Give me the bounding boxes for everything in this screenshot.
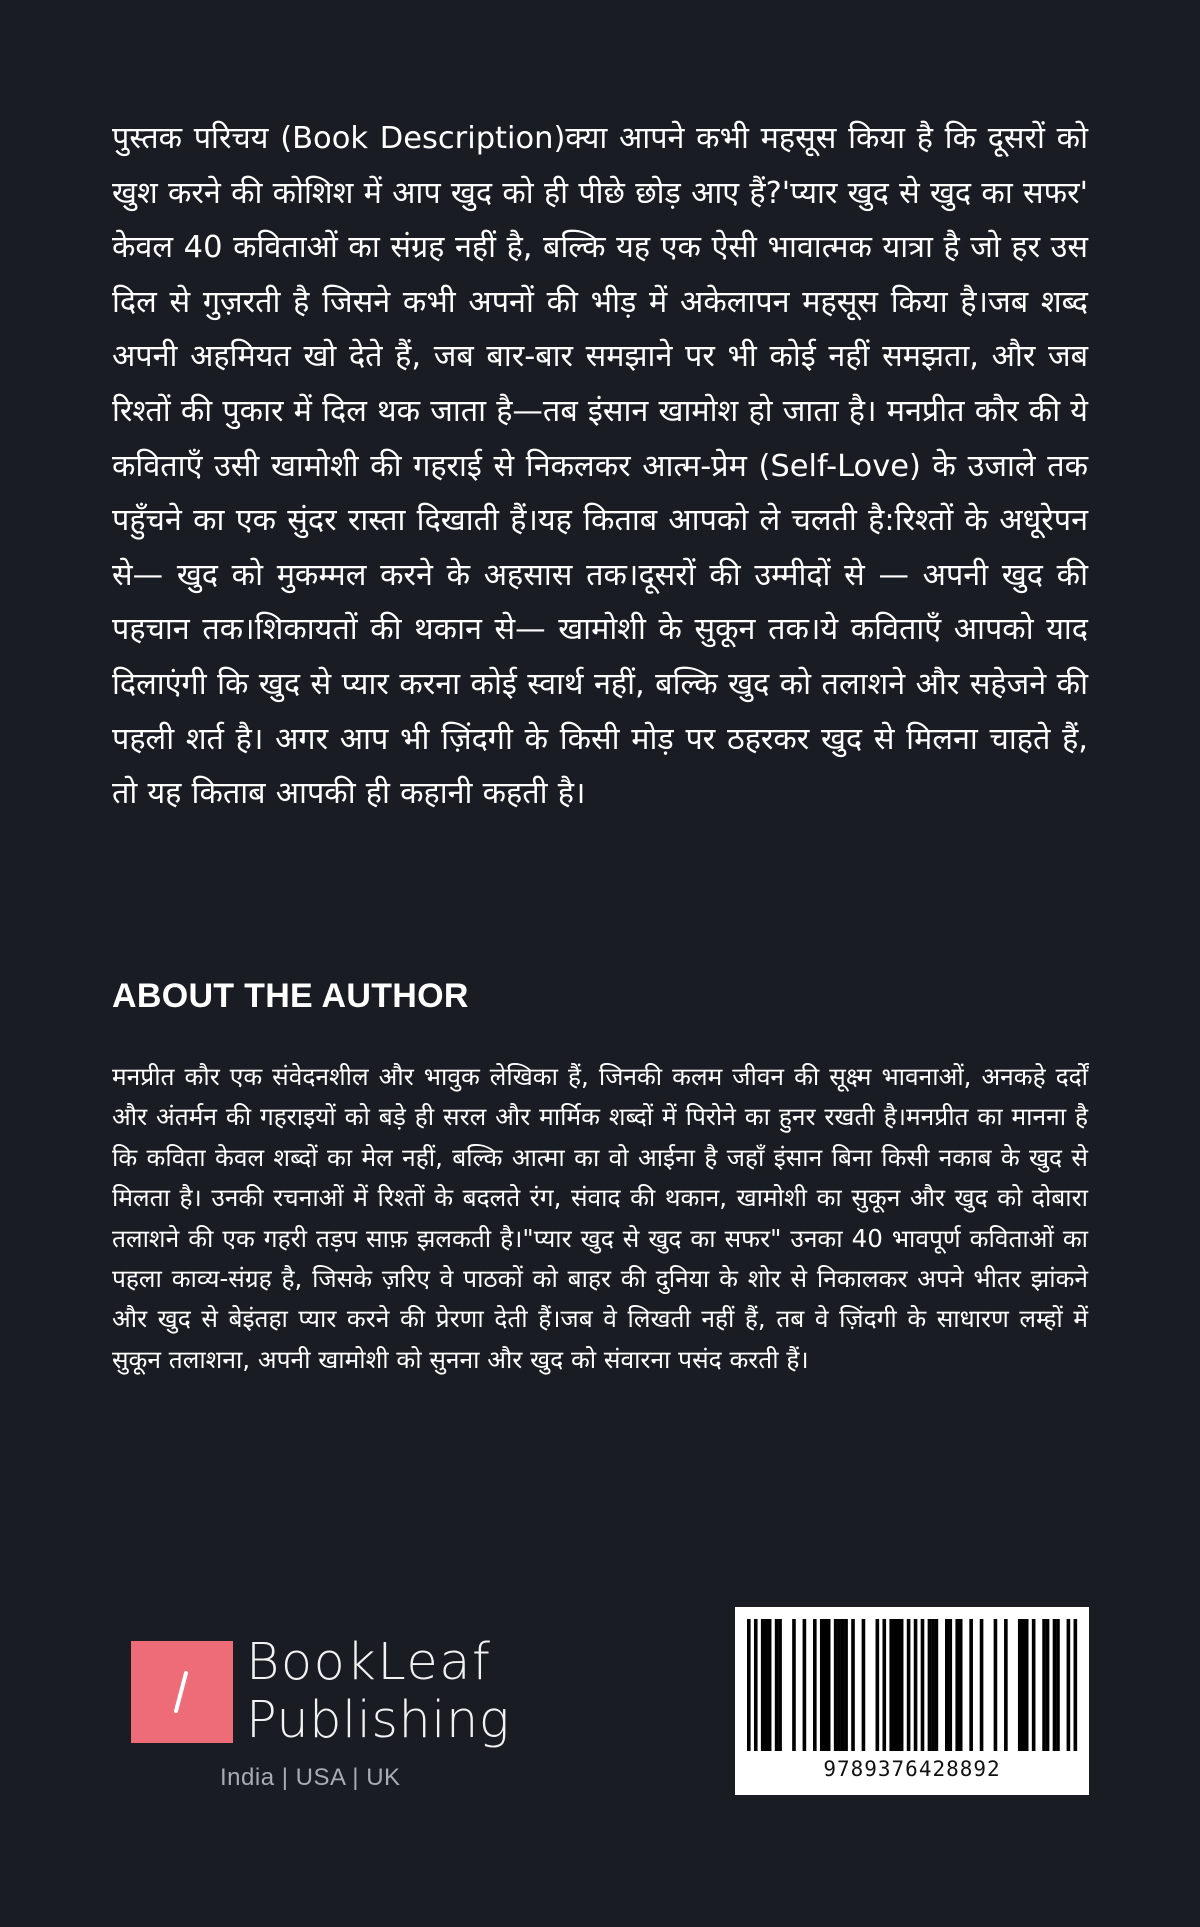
barcode-bar xyxy=(813,1619,817,1751)
barcode-bar xyxy=(1046,1619,1050,1751)
barcode-bar xyxy=(761,1619,765,1751)
barcode-bar xyxy=(837,1619,841,1751)
barcode-bar xyxy=(980,1619,984,1751)
barcode-bar xyxy=(969,1619,973,1751)
barcode-bar xyxy=(1004,1619,1008,1751)
barcode-bar xyxy=(841,1619,845,1751)
barcode-bar xyxy=(896,1619,900,1751)
barcode-bar xyxy=(844,1619,848,1751)
publisher-name-line2: Publishing xyxy=(246,1691,510,1750)
barcode-bar xyxy=(778,1619,782,1751)
barcode-bar xyxy=(1053,1619,1057,1751)
barcode-bar xyxy=(803,1619,807,1751)
barcode-bar xyxy=(1025,1619,1029,1751)
barcode-bar xyxy=(931,1619,935,1751)
barcode-bar xyxy=(792,1619,796,1751)
barcode-bar xyxy=(768,1619,772,1751)
isbn-barcode xyxy=(735,1607,1089,1795)
barcode-bar xyxy=(914,1619,918,1751)
barcode-bar xyxy=(928,1619,932,1751)
barcode-bar xyxy=(1021,1619,1025,1751)
author-bio: मनप्रीत कौर एक संवेदनशील और भावुक लेखिका हैं, जिनकी कलम जीवन की सूक्ष्म भावनाओं, अनकहे दर्दों और अंतर्मन की गहराइयों को बड़े ही सरल और मार्मिक शब्दों में पिरोने का हुनर रखती है।मनप्रीत का मानना है कि कविता केवल शब्दों का मेल नहीं, बल्कि आत्मा का वो आईना है जहाँ इंसान बिना किसी नकाब के खुद से मिलता है। उनकी रचनाओं में रिश्तों के बदलते रंग, संवाद की थकान, खामोशी का सुकून और खुद को दोबारा तलाशने की एक गहरी तड़प साफ़ झलकती है।"प्यार खुद से खुद का सफर" उनका 40 भावपूर्ण कविताओं का पहला काव्य-संग्रह है, जिसके ज़रिए वे पाठकों को बाहर की दुनिया के शोर से निकालकर अपने भीतर झांकने और खुद से बेइंतहा प्यार करने की प्रेरणा देती हैं।जब वे लिखती नहीं हैं, तब वे ज़िंदगी के साधारण लम्हों में सुकून तलाशना, अपनी खामोशी को सुनना और खुद को संवारना पसंद करती हैं। xyxy=(112,1062,1088,1374)
barcode-bar xyxy=(775,1619,779,1751)
barcode-bar xyxy=(948,1619,952,1751)
barcode-bar xyxy=(882,1619,886,1751)
barcode-bar xyxy=(862,1619,866,1751)
barcode-bar xyxy=(889,1619,893,1751)
barcode-bar xyxy=(754,1619,758,1751)
barcode-bar xyxy=(900,1619,904,1751)
publisher-countries: India | USA | UK xyxy=(220,1764,401,1791)
publisher-name-line1: BookLeaf xyxy=(246,1633,492,1692)
barcode-bar xyxy=(820,1619,824,1751)
barcode-bar xyxy=(1074,1619,1078,1751)
barcode-bar xyxy=(823,1619,827,1751)
barcode-bar xyxy=(876,1619,880,1751)
barcode-bar xyxy=(955,1619,959,1751)
barcode-bar xyxy=(959,1619,963,1751)
barcode-bar xyxy=(851,1619,855,1751)
publisher-logo-icon xyxy=(131,1641,233,1743)
isbn-number: 9789376428892 xyxy=(823,1757,1001,1781)
barcode-bar xyxy=(945,1619,949,1751)
barcode-bar xyxy=(1032,1619,1036,1751)
about-author-heading: ABOUT THE AUTHOR xyxy=(112,977,469,1015)
barcode-bar xyxy=(893,1619,897,1751)
barcode-bar xyxy=(1067,1619,1071,1751)
barcode-bar xyxy=(921,1619,925,1751)
barcode-bar xyxy=(1042,1619,1046,1751)
barcode-bar xyxy=(907,1619,911,1751)
barcode-bar xyxy=(1056,1619,1060,1751)
barcode-bar xyxy=(747,1619,751,1751)
barcode-bar xyxy=(935,1619,939,1751)
barcode-bar xyxy=(994,1619,998,1751)
barcode-bar xyxy=(834,1619,838,1751)
barcode-bar xyxy=(1018,1619,1022,1751)
book-description: पुस्तक परिचय (Book Description)क्या आपने कभी महसूस किया है कि दूसरों को खुश करने की कोशिश में आप खुद को ही पीछे छोड़ आए हैं?'प्यार खुद से खुद का सफर' केवल 40 कविताओं का संग्रह नहीं है, बल्कि यह एक ऐसी भावात्मक यात्रा है जो हर उस दिल से गुज़रती है जिसने कभी अपनों की भीड़ में अकेलापन महसूस किया है।जब शब्द अपनी अहमियत खो देते हैं, जब बार-बार समझाने पर भी कोई नहीं समझता, और जब रिश्तों की पुकार में दिल थक जाता है—तब इंसान खामोश हो जाता है। मनप्रीत कौर की ये कविताएँ उसी खामोशी की गहराई से निकलकर आत्म-प्रेम (Self-Love) के उजाले तक पहुँचने का एक सुंदर रास्ता दिखाती हैं।यह किताब आपको ले चलती है:रिश्तों के अधूरेपन से— खुद को मुकम्मल करने के अहसास तक।दूसरों की उम्मीदों से — अपनी खुद की पहचान तक।शिकायतों की थकान से— खामोशी के सुकून तक।ये कविताएँ आपको याद दिलाएंगी कि खुद से प्यार करना कोई स्वार्थ नहीं, बल्कि खुद को तलाशने और सहेजने की पहली शर्त है। अगर आप भी ज़िंदगी के किसी मोड़ पर ठहरकर खुद से मिलना चाहते हैं, तो यह किताब आपकी ही कहानी कहती है। xyxy=(112,121,1088,812)
barcode-bar xyxy=(764,1619,768,1751)
barcode-bar xyxy=(827,1619,831,1751)
